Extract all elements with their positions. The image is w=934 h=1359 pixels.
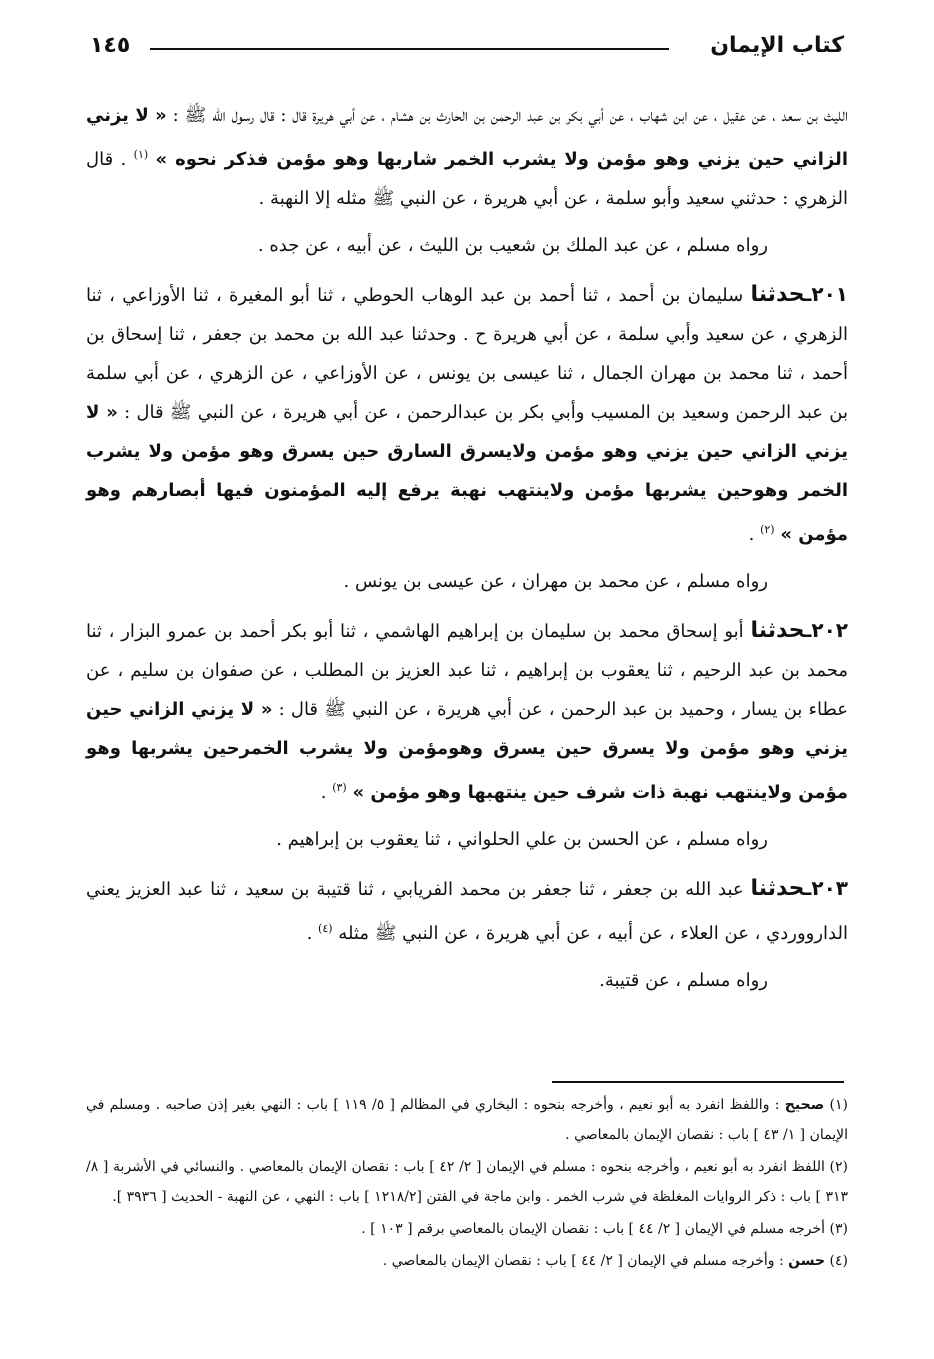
- header-rule: [150, 48, 669, 50]
- hadith-203: [86, 869, 848, 953]
- footnote-ref[interactable]: (٣): [332, 781, 347, 794]
- footnote-text: اللفظ انفرد به أبو نعيم ، وأخرجه بنحوه : مسلم في الإيمان [ ٢/ ٤٢ ] باب : نقصان الإيمان بالمعاصي . والنسائي في الأشربة [ ٨/ ٣١٣ ] باب : ذكر الروايات المغلظة في شرب الخمر . وابن ماجة في الفتن [١٢١٨/٢ ] باب : النهي ، عن النهبة - الحديث [ ٣٩٣٦ ].: [86, 1159, 848, 1205]
- footnote-text: أخرجه مسلم في الإيمان [ ٢/ ٤٤ ] باب : نقصان الإيمان بالمعاصي برقم [ ١٠٣ ] .: [361, 1221, 826, 1237]
- hadith-number: ٢٠١ـ: [804, 282, 848, 306]
- main-text: [86, 96, 848, 1010]
- isnad-text: . قال الزهري : حدثني سعيد وأبو سلمة ، عن أبي هريرة ، عن النبي ﷺ مثله إلا النهبة .: [86, 149, 848, 209]
- footnote-text: : وأخرجه مسلم في الإيمان [ ٢/ ٤٤ ] باب : نقصان الإيمان بالمعاصي .: [382, 1253, 784, 1269]
- punctuation: .: [306, 923, 313, 944]
- page-number: ١٤٥: [90, 33, 131, 58]
- hadith-number: ٢٠٢ـ: [804, 618, 848, 642]
- hadith-quote: « لا يزني الزاني حين يزني وهو مؤمن ولا يسرق حين يسرق وهومؤمن ولا يشرب الخمرحين يشربها وهو مؤمن ولاينتهب نهبة ذات شرف حين ينتهبها وهو مؤمن »: [86, 699, 848, 803]
- isnad-text: عبد الله بن جعفر ، ثنا جعفر بن محمد الفريابي ، ثنا قتيبة بن سعيد ، ثنا عبد العزيز يعني الدارووردي ، عن العلاء ، عن أبيه ، عن أبي هريرة ، عن النبي ﷺ مثله: [86, 879, 848, 944]
- footnote-number: (٢): [829, 1159, 849, 1175]
- footnote-number: (١): [829, 1097, 849, 1113]
- hadith-quote: « لا يزني الزاني حين يزني وهو مؤمن ولايسرق السارق حين يسرق وهو مؤمن ولا يشرب الخمر وهوحين يشربها مؤمن ولاينتهب نهبة يرفع إليه المؤمنون فيها أبصارهم وهو مؤمن »: [86, 402, 848, 545]
- hadith-keyword: حدثنا: [750, 876, 805, 901]
- hadith-keyword: حدثنا: [750, 282, 805, 307]
- footnote-number: (٤): [829, 1253, 848, 1269]
- isnad-text: أبو إسحاق محمد بن سليمان بن إبراهيم الهاشمي ، ثنا أبو بكر أحمد بن عمرو البزار ، ثنا محمد بن عبد الرحيم ، ثنا يعقوب بن إبراهيم ، ثنا عبد العزيز بن المطلب ، عن صفوان بن سليم ، عن عطاء بن يسار ، وحميد بن عبد الرحمن ، عن أبي هريرة ، عن النبي ﷺ قال :: [86, 621, 849, 720]
- isnad-text: سليمان بن أحمد ، ثنا أحمد بن عبد الوهاب الحوطي ، ثنا أبو المغيرة ، ثنا الأوزاعي ، ثنا الزهري ، عن سعيد وأبي سلمة ، عن أبي هريرة ح . وحدثنا عبد الله بن محمد بن جعفر ، ثنا إسحاق بن أحمد ، ثنا محمد بن مهران الجمال ، ثنا عيسى بن يونس ، عن الأوزاعي ، عن الزهري ، عن أبي سلمة بن عبد الرحمن وسعيد بن المسيب وأبي بكر بن عبدالرحمن ، عن أبي هريرة ، عن النبي ﷺ قال :: [86, 285, 848, 423]
- footnote-ref[interactable]: (٢): [760, 523, 775, 536]
- hadith-202: [86, 611, 848, 812]
- chapter-title: كتاب الإيمان: [710, 33, 844, 58]
- narration-reference: رواه مسلم ، عن الحسن بن علي الحلواني ، ثنا يعقوب بن إبراهيم .: [276, 829, 768, 850]
- hadith-number: ٢٠٣ـ: [804, 876, 848, 900]
- narration-reference: رواه مسلم ، عن محمد بن مهران ، عن عيسى بن يونس .: [343, 571, 768, 592]
- footnotes: [86, 1090, 848, 1278]
- footnote-number: (٣): [829, 1221, 848, 1237]
- grading-label: حسن: [788, 1253, 826, 1269]
- footnote-separator: [552, 1081, 844, 1083]
- punctuation: .: [748, 524, 755, 545]
- hadith-201: [86, 275, 848, 554]
- footnote-ref[interactable]: (٤): [318, 922, 333, 935]
- hadith-keyword: حدثنا: [750, 618, 805, 643]
- isnad-text: الليث بن سعد ، عن عقيل ، عن ابن شهاب ، عن أبي بكر بن عبد الرحمن بن الحارث بن هشام ، عن أبي هريرة قال : قال رسول الله ﷺ :: [172, 105, 848, 126]
- footnote: [86, 1152, 848, 1212]
- grading-label: صحيح: [784, 1097, 825, 1113]
- footnote: [86, 1090, 848, 1150]
- page-header: [90, 30, 844, 64]
- narration-reference: رواه مسلم ، عن عبد الملك بن شعيب بن الليث ، عن أبيه ، عن جده .: [257, 235, 768, 256]
- footnote-ref[interactable]: (١): [133, 148, 149, 161]
- punctuation: .: [320, 782, 327, 803]
- footnote: [86, 1246, 848, 1276]
- hadith-quote: « لا يزني الزاني حين يزني وهو مؤمن ولا يشرب الخمر شاربها وهو مؤمن فذكر نحوه »: [86, 105, 848, 170]
- paragraph-continuation: [86, 96, 848, 218]
- narration-reference: رواه مسلم ، عن قتيبة.: [599, 970, 768, 991]
- footnote: [86, 1214, 848, 1244]
- footnote-text: : واللفظ انفرد به أبو نعيم ، وأخرجه بنحوه : البخاري في المظالم [ ٥/ ١١٩ ] باب : النهي بغير إذن صاحبه . ومسلم في الإيمان [ ١/ ٤٣ ] باب : نقصان الإيمان بالمعاصي .: [86, 1097, 848, 1143]
